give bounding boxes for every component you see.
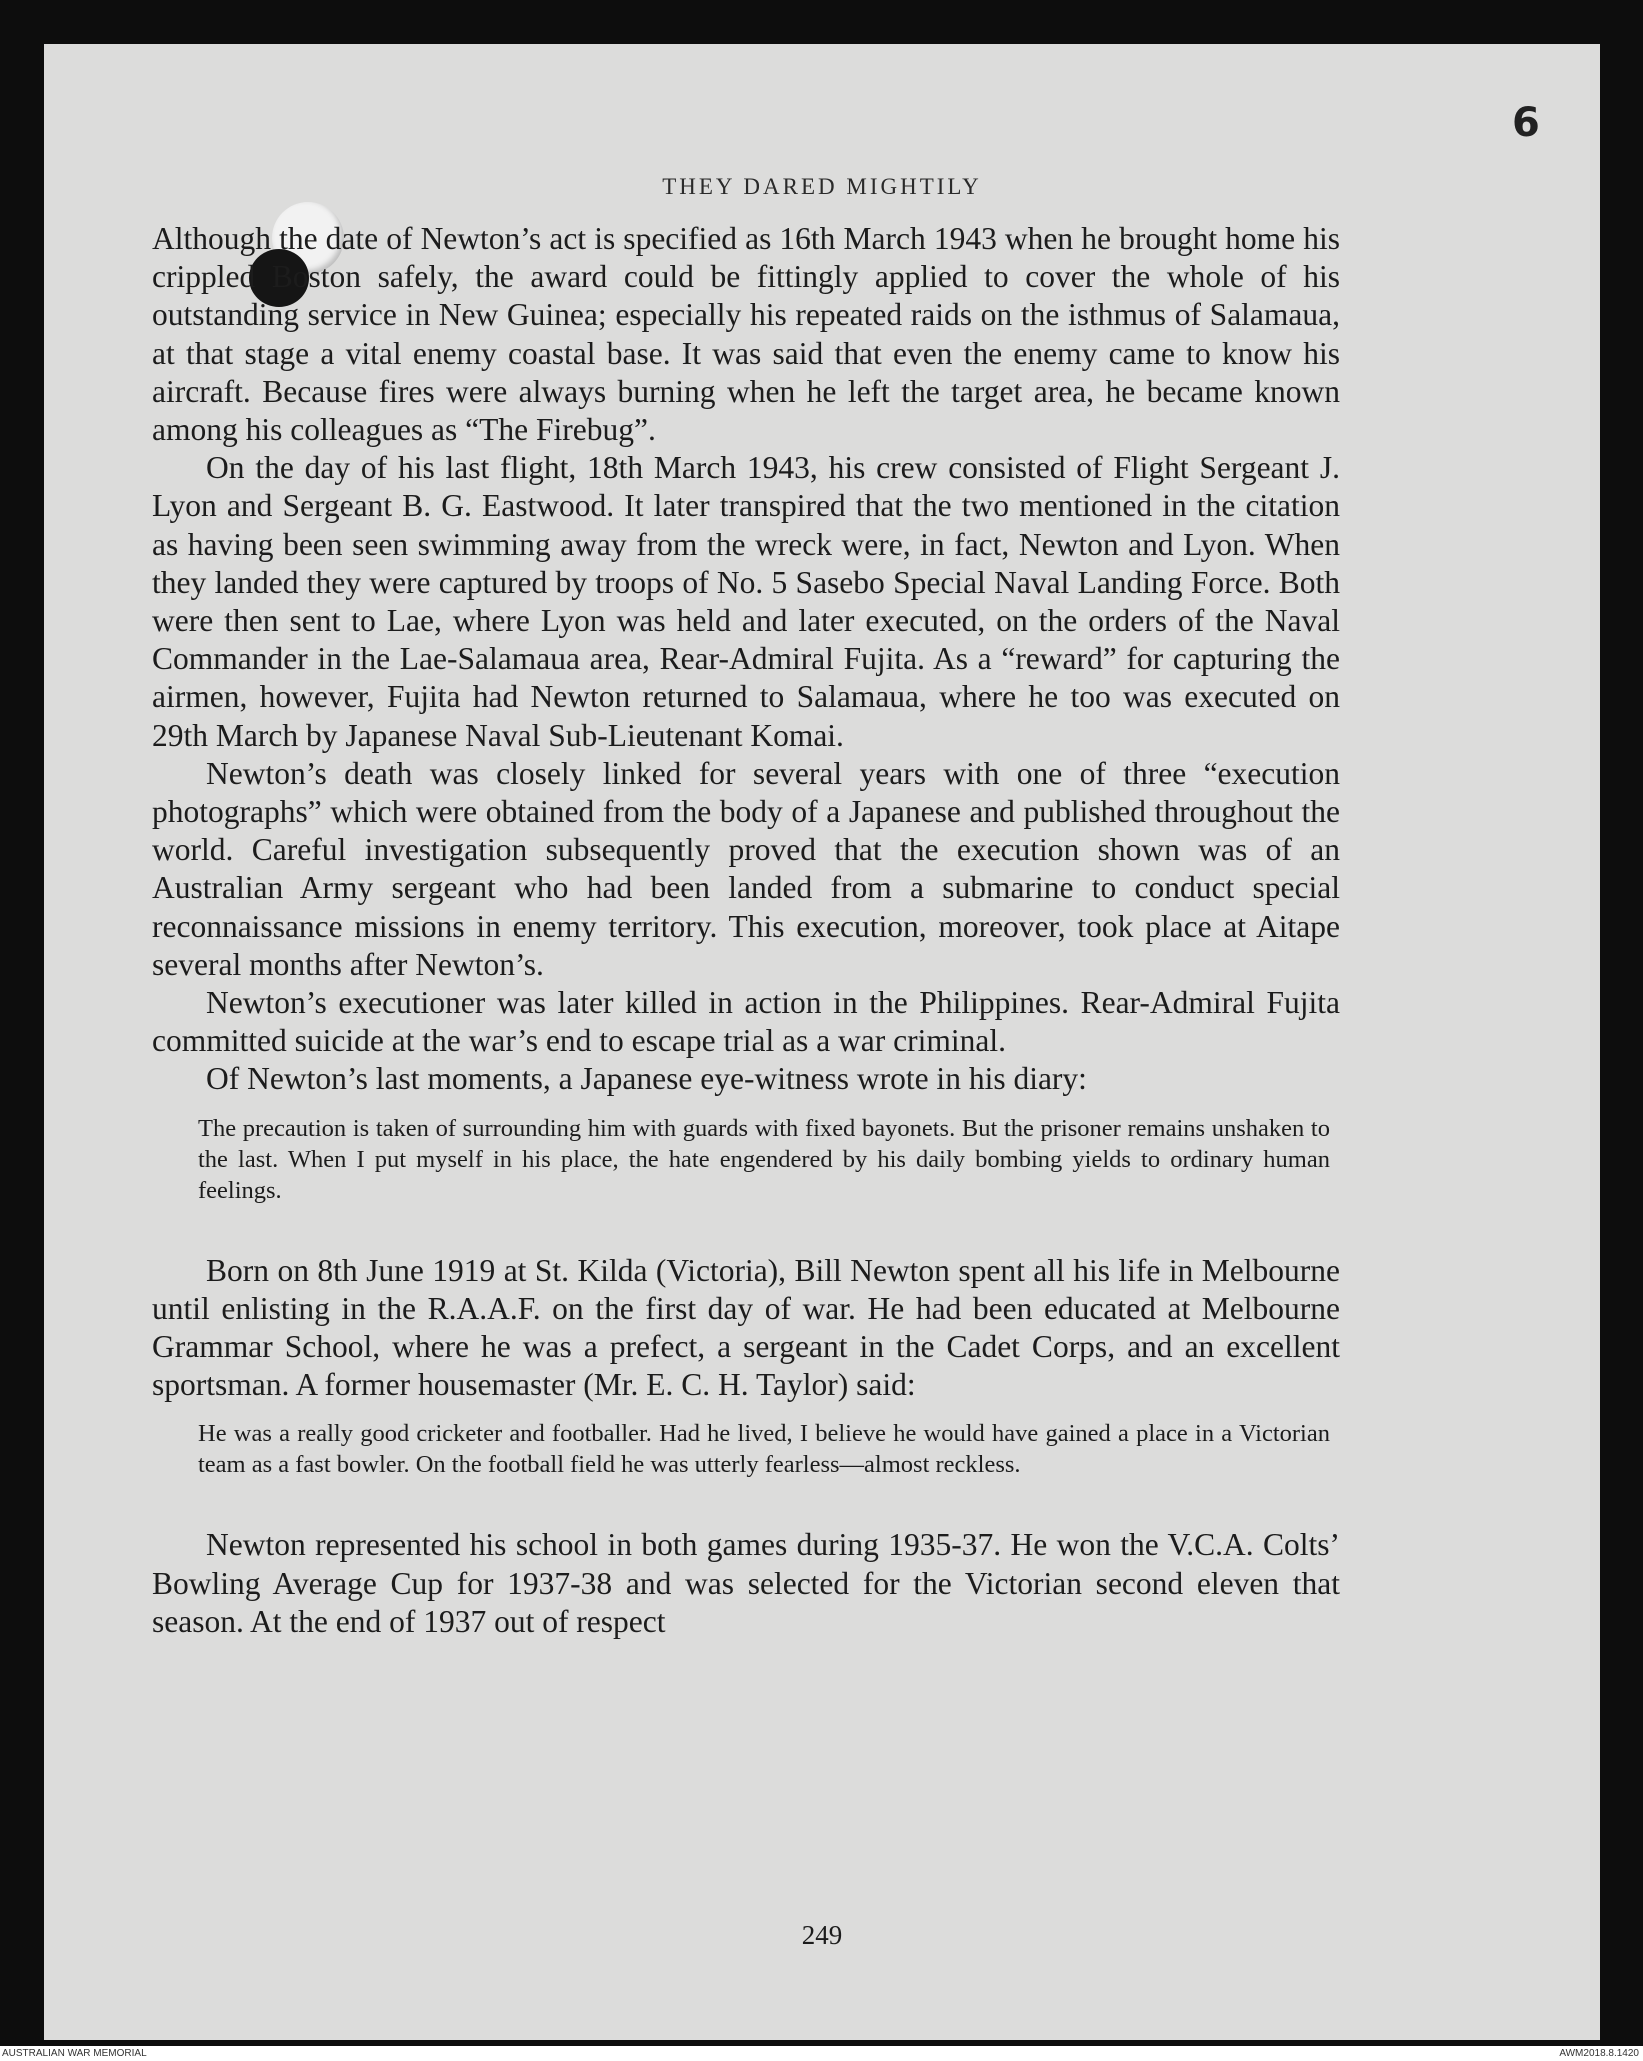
- paragraph: Newton represented his school in both games during 1935-37. He won the V.C.A. Colts’ Bowling Average Cup for 1937-38 and was selected for the Victorian second eleven that season. At the end of 1937 out of respect: [152, 1527, 1340, 1639]
- footer-accession-number: AWM2018.8.1420: [1559, 2048, 1639, 2059]
- paragraph: Newton’s executioner was later killed in action in the Philippines. Rear-Admiral Fujita committed suicide at the war’s end to escape trial as a war criminal.: [152, 985, 1340, 1059]
- running-head: THEY DARED MIGHTILY: [662, 174, 982, 199]
- paragraph: Born on 8th June 1919 at St. Kilda (Victoria), Bill Newton spent all his life in Melbourne until enlisting in the R.A.A.F. on the first day of war. He had been educated at Melbourne Grammar School, where he was a prefect, a sergeant in the Cadet Corps, and an excellent sportsman. A former housemaster (Mr. E. C. H. Taylor) said:: [152, 1252, 1340, 1403]
- paragraph: Although the date of Newton’s act is specified as 16th March 1943 when he brought home his crippled Boston safely, the award could be fittingly applied to cover the whole of his outstanding service in New Guinea; especially his repeated raids on the isthmus of Salamaua, at that stage a vital enemy coastal base. It was said that even the enemy came to know his aircraft. Because fires were always burning when he left the target area, he became known among his colleagues as “The Firebug”.: [152, 221, 1340, 448]
- paragraph: Of Newton’s last moments, a Japanese eye-witness wrote in his diary:: [206, 1061, 1087, 1097]
- block-quote-housemaster: He was a really good cricketer and footballer. Had he lived, I believe he would have gained a place in a Victorian team as a fast bowler. On the football field he was utterly fearless—almost reckless.: [198, 1420, 1330, 1479]
- paragraph: On the day of his last flight, 18th March 1943, his crew consisted of Flight Sergeant J. Lyon and Sergeant B. G. Eastwood. It later transpired that the two mentioned in the citation as having been seen swimming away from the wreck were, in fact, Newton and Lyon. When they landed they were captured by troops of No. 5 Sasebo Special Naval Landing Force. Both were then sent to Lae, where Lyon was held and later executed, on the orders of the Naval Commander in the Lae-Salamaua area, Rear-Admiral Fujita. As a “reward” for capturing the airmen, however, Fujita had Newton returned to Salamaua, where he too was executed on 29th March by Japanese Naval Sub-Lieutenant Komai.: [152, 450, 1340, 753]
- paragraph: Newton’s death was closely linked for several years with one of three “execution photographs” which were obtained from the body of a Japanese and published throughout the world. Careful investigation subsequently proved that the execution shown was of an Australian Army sergeant who had been landed from a submarine to conduct special reconnaissance missions in enemy territory. This execution, moreover, took place at Aitape several months after Newton’s.: [152, 755, 1340, 982]
- block-quote-diary: The precaution is taken of surrounding him with guards with fixed bayonets. But the prisoner remains unshaken to the last. When I put myself in his place, the hate engendered by his daily bombing yields to ordinary human feelings.: [198, 1114, 1330, 1204]
- footer-credit: AUSTRALIAN WAR MEMORIAL: [2, 2048, 147, 2059]
- body-text: [152, 220, 1340, 1641]
- handwritten-page-mark: 6: [1512, 100, 1540, 146]
- document-page: [44, 44, 1600, 2040]
- page-number: 249: [801, 1920, 843, 1950]
